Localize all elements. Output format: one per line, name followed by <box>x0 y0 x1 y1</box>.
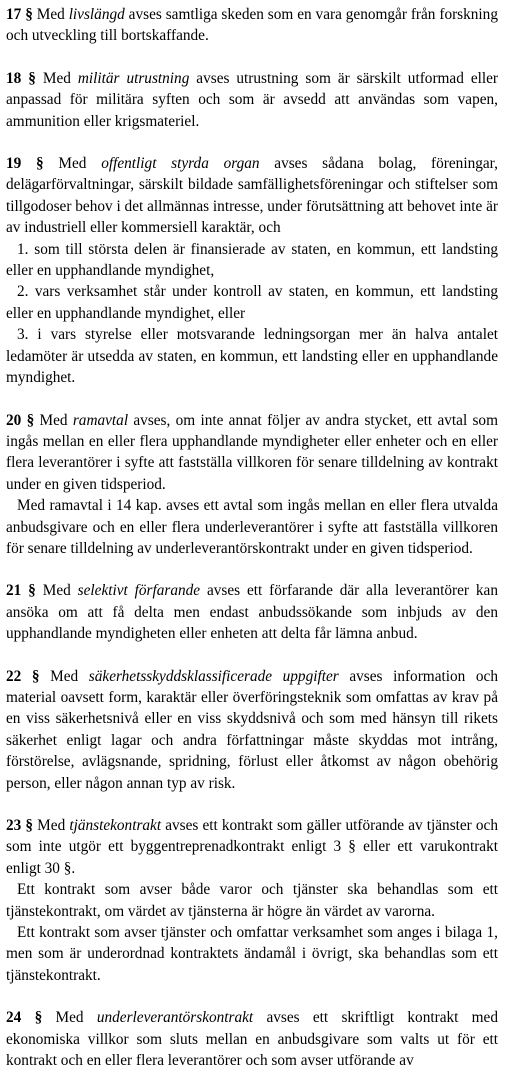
text-run: Ett kontrakt som avser tjänster och omfattar verksamhet som anges i bilaga 1, men som är underordnad kontraktets ändamål i övrigt, ska behandlas som ett tjänstekontrakt. <box>6 924 498 984</box>
section-paragraph <box>6 153 498 239</box>
section-paragraph <box>6 410 498 496</box>
section-number: 22 § <box>6 667 40 685</box>
section-paragraph <box>6 68 498 132</box>
text-run: avses information och material oavsett form, karaktär eller överföringsteknik som omfattas av krav på en viss säkerhetsnivå eller en viss skyddsnivå och som med hänsyn till rikets säkerhet enligt lagar och andra författningar måste skyddas mot intrång, förstörelse, avlägsnande, spridning, förlust eller åtkomst av någon obehörig person, eller någon annan typ av risk. <box>6 667 498 792</box>
section <box>6 68 498 132</box>
section-number: 21 § <box>6 582 36 600</box>
section <box>6 4 498 47</box>
section-paragraph <box>6 580 498 644</box>
section-paragraph <box>6 666 498 794</box>
section-number: 19 § <box>6 155 44 173</box>
text-run: Ett kontrakt som avser både varor och tjänster ska behandlas som ett tjänstekontrakt, om värdet av tjänsterna är högre än värdet av varorna. <box>6 881 498 920</box>
section-number: 18 § <box>6 69 36 87</box>
section <box>6 1007 498 1071</box>
text-run: avses samtliga skeden som en vara genomgår från forskning och utveckling till bortskaffande. <box>6 6 498 45</box>
text-run: Med ramavtal i 14 kap. avses ett avtal som ingås mellan en eller flera utvalda anbudsgivare och en eller flera underleverantörer i syfte att fastställa villkoren för senare tilldelning av underleverantörskontrakt under en given tidsperiod. <box>6 497 498 557</box>
defined-term: selektivt förfarande <box>77 582 201 600</box>
section <box>6 580 498 644</box>
section-paragraph <box>6 4 498 47</box>
document-page <box>6 4 498 1092</box>
text-run: Med <box>43 155 102 173</box>
section-number: 17 § <box>6 6 33 23</box>
defined-term: militär utrustning <box>77 69 190 87</box>
section-number: 24 § <box>6 1009 43 1027</box>
text-run: avses ett kontrakt som gäller utförande av tjänster och som inte utgör ett byggentreprenadkontrakt enligt 3 § eller ett varukontrakt enligt 30 §. <box>6 817 498 877</box>
section-number: 23 § <box>6 817 34 834</box>
defined-term: tjänstekontrakt <box>69 817 162 834</box>
text-run: Med <box>33 817 70 834</box>
defined-term: livslängd <box>68 6 125 23</box>
text-run: avses sådana bolag, föreningar, delägarförvaltningar, särskilt bildade samfällighetsföreningar och stiftelser som tillgodoser behov i det allmännas intresse, under förutsättning att behovet inte är av industriell eller kommersiell karaktär, och <box>6 155 498 237</box>
text-run: avses, om inte annat följer av andra stycket, ett avtal som ingås mellan en eller flera upphandlande myndigheter eller enheter och en eller flera leverantörer i syfte att fastställa villkoren för senare tilldelning av kontrakt under en given tidsperiod. <box>6 411 498 493</box>
defined-term: offentligt styrda organ <box>101 155 260 173</box>
section-subparagraph <box>6 922 498 986</box>
section-subparagraph <box>6 879 498 922</box>
text-run: Med <box>32 6 69 23</box>
section-number: 20 § <box>6 411 35 429</box>
section <box>6 815 498 986</box>
text-run: 3. i vars styrelse eller motsvarande ledningsorgan mer än halva antalet ledamöter är utsedda av staten, en kommun, ett landsting eller en upphandlande myndighet. <box>6 326 498 387</box>
text-run: Med <box>35 69 78 87</box>
text-run: avses utrustning som är särskilt utformad eller anpassad för militära syften och som är avsedd att användas som vapen, ammunition eller krigsmateriel. <box>6 69 498 130</box>
text-run: avses ett förfarande där alla leverantörer kan ansöka om att få delta men endast anbudssökande som inbjuds av den upphandlande myndigheten eller enheten att delta får lämna anbud. <box>6 582 498 643</box>
section <box>6 666 498 794</box>
section-paragraph <box>6 815 498 879</box>
section-subparagraph <box>6 495 498 559</box>
section-subparagraph <box>6 281 498 324</box>
section <box>6 410 498 560</box>
text-run: Med <box>39 667 89 685</box>
section-subparagraph <box>6 324 498 388</box>
section-paragraph <box>6 1007 498 1071</box>
defined-term: säkerhetsskyddsklassificerade uppgifter <box>88 667 339 685</box>
defined-term: underleverantörskontrakt <box>96 1009 254 1027</box>
section-subparagraph <box>6 239 498 282</box>
text-run: avses ett skriftligt kontrakt med ekonomiska villkor som sluts mellan en anbudsgivare som valts ut för ett kontrakt och en eller flera leverantörer och som avser utförande av <box>6 1009 498 1070</box>
text-run: 2. vars verksamhet står under kontroll av staten, en kommun, ett landsting eller en upphandlande myndighet, eller <box>6 283 498 322</box>
text-run: Med <box>35 582 78 600</box>
text-run: Med <box>42 1009 97 1027</box>
text-run: 1. som till största delen är finansierade av staten, en kommun, ett landsting eller en upphandlande myndighet, <box>6 240 498 280</box>
text-run: Med <box>34 411 73 429</box>
section <box>6 153 498 388</box>
defined-term: ramavtal <box>72 411 129 429</box>
